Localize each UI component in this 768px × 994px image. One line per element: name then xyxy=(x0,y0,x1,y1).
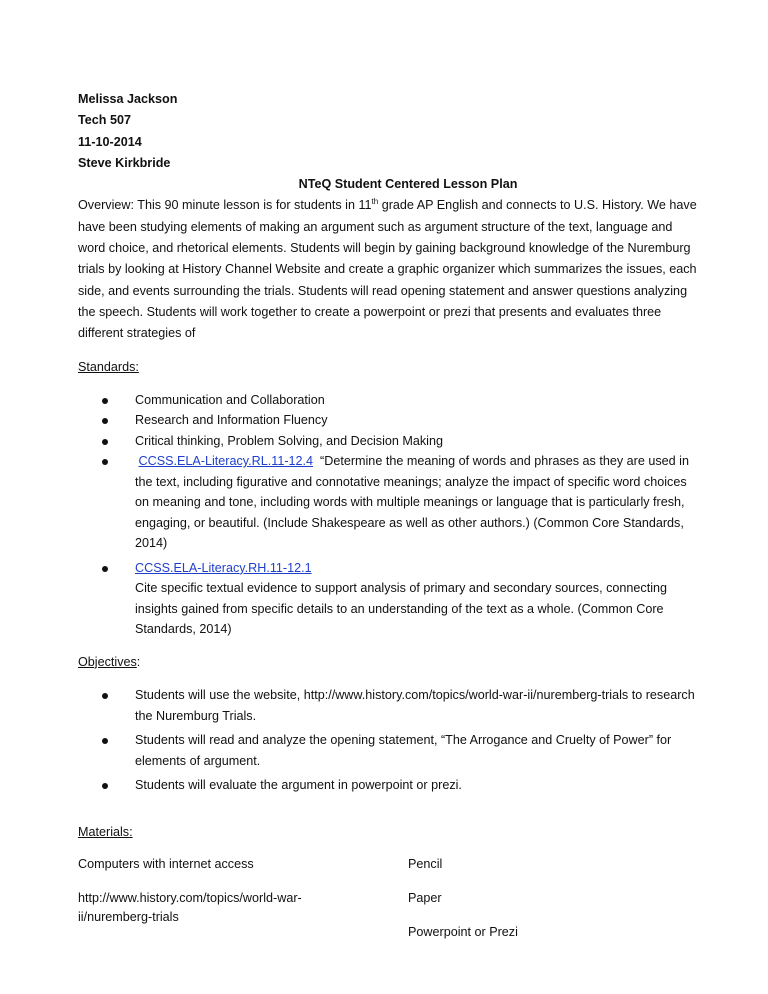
instructor-name: Steve Kirkbride xyxy=(78,155,171,170)
bullet-icon xyxy=(102,783,108,789)
list-item xyxy=(78,451,698,554)
overview-superscript: th xyxy=(371,197,379,207)
standard-description: “Determine the meaning of words and phrases as they are used in the text, including figurative and connotative meanings; analyze the impact of specific word choices on meaning and tone, including words with multiple meanings or language that is particularly fresh, engaging, or beautiful. (Include Shakespeare as well as other authors.) (Common Core Standards, 2014) xyxy=(135,454,689,551)
bullet-icon xyxy=(102,439,108,445)
material-item: Pencil xyxy=(408,856,443,871)
material-item: http://www.history.com/topics/world-war-ii/nuremberg-trials xyxy=(78,890,302,924)
author-name: Melissa Jackson xyxy=(78,92,178,106)
document-title: NTeQ Student Centered Lesson Plan xyxy=(298,177,518,192)
bullet-icon xyxy=(102,566,108,572)
standard-link-rl-11-12-4[interactable]: CCSS.ELA-Literacy.RL.11-12.4 xyxy=(138,454,314,469)
bullet-icon xyxy=(102,398,108,404)
document-body xyxy=(78,89,698,985)
list-item: Students will read and analyze the opening statement, “The Arrogance and Cruelty of Power” for elements of argument. xyxy=(78,730,698,771)
bullet-icon xyxy=(102,693,108,699)
materials-heading: Materials: xyxy=(78,824,133,839)
standards-heading: Standards: xyxy=(78,359,139,374)
material-item: Powerpoint or Prezi xyxy=(408,924,518,939)
overview-text-rest: grade AP English and connects to U.S. History. We have have been studying elements of making an argument such as argument structure of the text, language and word choice, and rhetorical elements. Students will begin by gaining background knowledge of the Nuremburg trials by looking at History Channel Website and create a graphic organizer which summarizes the issues, each side, and events surrounding the trials. Students will read opening statement and answer questions analyzing the speech. Students will work together to create a powerpoint or prezi that presents and evaluates three different strategies of xyxy=(78,198,697,341)
objectives-list xyxy=(78,685,698,796)
course-name: Tech 507 xyxy=(78,113,131,128)
bullet-icon xyxy=(102,418,108,424)
standard-link-rh-11-12-1[interactable]: CCSS.ELA-Literacy.RH.11-12.1 xyxy=(135,560,312,575)
overview-text-start: Overview: This 90 minute lesson is for students in 11 xyxy=(78,198,372,213)
document-date: 11-10-2014 xyxy=(78,134,142,149)
list-item: Students will use the website, http://www.history.com/topics/world-war-ii/nuremberg-trials to research the Nuremburg Trials. xyxy=(78,685,698,726)
material-item: Computers with internet access xyxy=(78,856,254,871)
materials-grid xyxy=(78,855,698,985)
list-item: Communication and Collaboration xyxy=(78,390,698,411)
overview-paragraph xyxy=(78,195,698,344)
list-item: Research and Information Fluency xyxy=(78,410,698,431)
objectives-heading: Objectives: xyxy=(78,654,141,669)
list-item: Critical thinking, Problem Solving, and Decision Making xyxy=(78,431,698,452)
standard-description: Cite specific textual evidence to support analysis of primary and secondary sources, connecting insights gained from specific details to an understanding of the text as a whole. (Common Core Standards, 2014) xyxy=(135,581,668,637)
list-item: Students will evaluate the argument in powerpoint or prezi. xyxy=(78,775,698,796)
bullet-icon xyxy=(102,738,108,744)
standards-list xyxy=(78,390,698,640)
bullet-icon xyxy=(102,459,108,465)
material-item: Paper xyxy=(408,890,442,905)
list-item xyxy=(78,558,698,640)
